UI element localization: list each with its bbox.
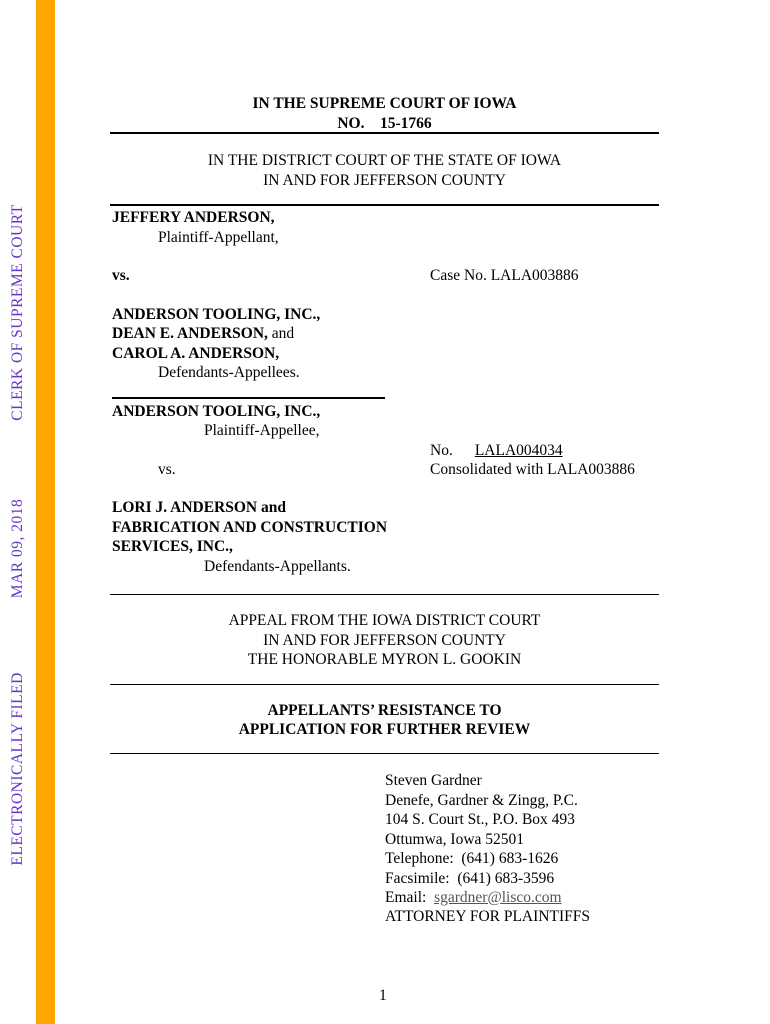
court-title: IN THE SUPREME COURT OF IOWA	[252, 95, 517, 112]
filing-sidebar-bar	[36, 0, 55, 1024]
district-court-line1: IN THE DISTRICT COURT OF THE STATE OF IOWA	[207, 152, 562, 169]
second-plaintiff-role: Plaintiff-Appellee,	[204, 422, 320, 439]
plaintiff-name: JEFFERY ANDERSON,	[112, 209, 275, 226]
versus-label: vs.	[112, 267, 130, 284]
defendant-line-2	[112, 324, 294, 344]
appeal-line-2: IN AND FOR JEFFERSON COUNTY	[263, 632, 506, 649]
email-link[interactable]: sgardner@lisco.com	[434, 889, 562, 906]
header-rule-1	[110, 132, 659, 134]
second-defendant-line-2: FABRICATION AND CONSTRUCTION	[112, 519, 388, 536]
appeal-line-1: APPEAL FROM THE IOWA DISTRICT COURT	[228, 612, 541, 629]
stamp-clerk: CLERK OF SUPREME COURT	[9, 204, 26, 421]
defendants-role: Defendants-Appellees.	[158, 364, 300, 381]
document-title-line-2: APPLICATION FOR FURTHER REVIEW	[238, 721, 531, 738]
attorney-name: Steven Gardner	[385, 772, 482, 789]
attorney-firm: Denefe, Gardner & Zingg, P.C.	[385, 792, 578, 809]
no-value: LALA004034	[474, 442, 563, 459]
defendant-line-1: ANDERSON TOOLING, INC.,	[112, 306, 321, 323]
defendant-line-2-name: DEAN E. ANDERSON,	[112, 325, 268, 342]
consolidated-with: Consolidated with LALA003886	[430, 461, 635, 478]
case-number: NO. 15-1766	[337, 115, 432, 132]
filing-stamp	[9, 204, 27, 865]
district-court-line2: IN AND FOR JEFFERSON COUNTY	[263, 172, 506, 189]
second-versus-label: vs.	[158, 461, 176, 478]
attorney-address: 104 S. Court St., P.O. Box 493	[385, 811, 575, 828]
consolidated-number	[430, 441, 563, 461]
plaintiff-role: Plaintiff-Appellant,	[158, 229, 279, 246]
second-plaintiff-name: ANDERSON TOOLING, INC.,	[112, 403, 321, 420]
no-label: No.	[430, 442, 453, 459]
title-rule-top	[110, 684, 659, 685]
stamp-filed: ELECTRONICALLY FILED	[9, 672, 26, 866]
attorney-role: ATTORNEY FOR PLAINTIFFS	[385, 908, 590, 925]
appeal-rule-top	[110, 594, 659, 595]
second-defendants-role: Defendants-Appellants.	[204, 558, 351, 575]
attorney-facsimile: Facsimile: (641) 683-3596	[385, 870, 555, 887]
page-number: 1	[379, 987, 387, 1004]
defendant-line-2-and: and	[267, 325, 295, 342]
second-defendant-line-1: LORI J. ANDERSON and	[112, 499, 286, 516]
attorney-email-line	[385, 888, 562, 908]
defendant-line-3: CAROL A. ANDERSON,	[112, 345, 280, 362]
appeal-line-3: THE HONORABLE MYRON L. GOOKIN	[247, 651, 522, 668]
stamp-date: MAR 09, 2018	[9, 498, 26, 599]
caption-divider	[112, 397, 385, 399]
case-no-label: Case No. LALA003886	[430, 267, 579, 284]
attorney-telephone: Telephone: (641) 683-1626	[385, 850, 559, 867]
second-defendant-line-3: SERVICES, INC.,	[112, 538, 233, 555]
document-title-line-1: APPELLANTS’ RESISTANCE TO	[267, 702, 502, 719]
header-rule-2	[110, 204, 659, 206]
attorney-city: Ottumwa, Iowa 52501	[385, 831, 525, 848]
title-rule-bottom	[110, 753, 659, 754]
email-label: Email:	[385, 889, 435, 906]
